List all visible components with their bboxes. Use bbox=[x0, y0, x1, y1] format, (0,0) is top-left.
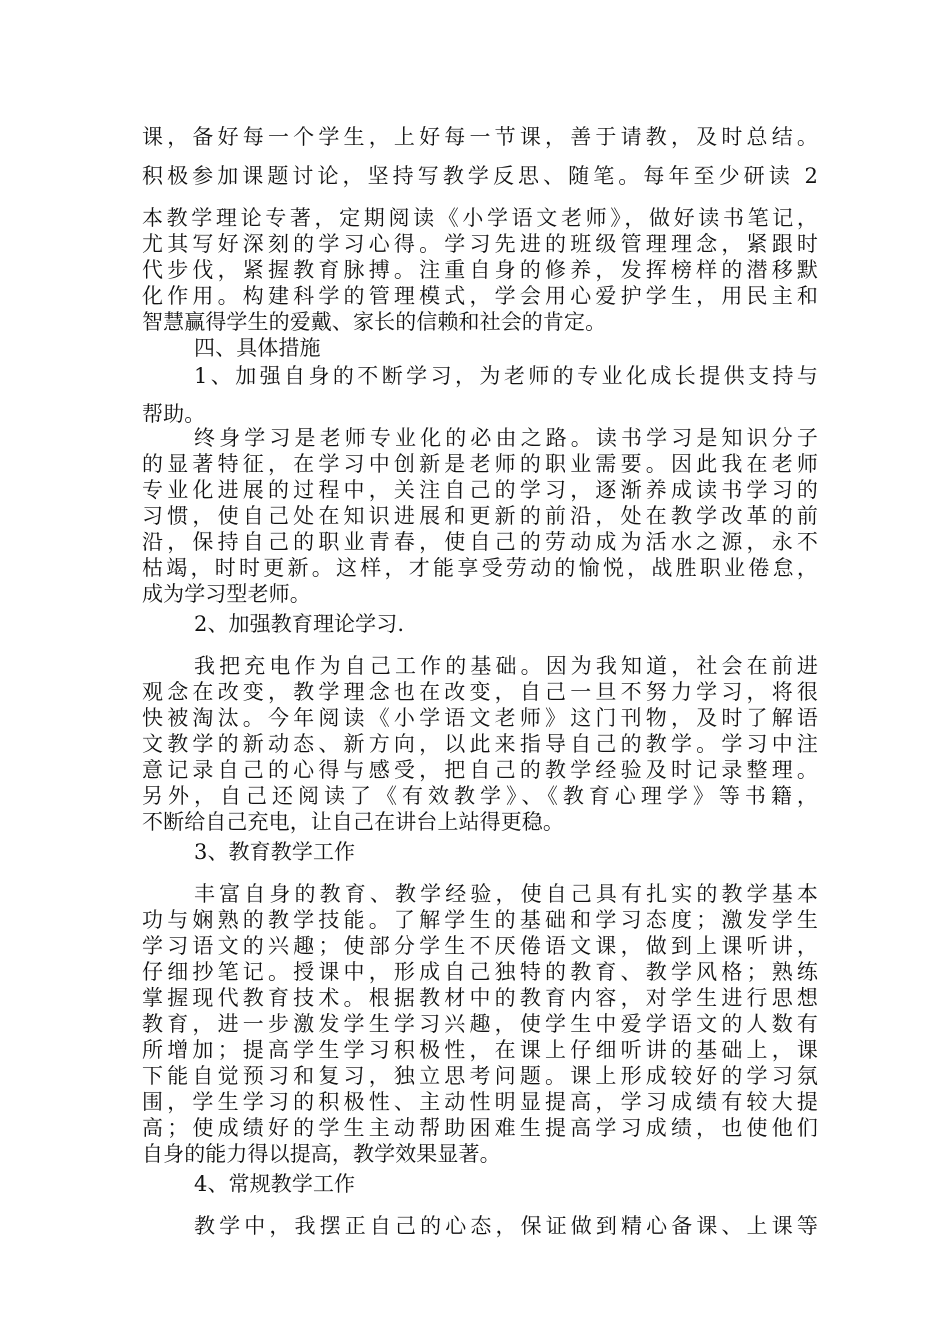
text-line: 所增加；提高学生学习积极性，在课上仔细听讲的基础上，课 bbox=[142, 1038, 818, 1062]
text-line: 习惯，使自己处在知识进展和更新的前沿，处在教学改革的前 bbox=[142, 504, 818, 528]
text-line: 成为学习型老师。 bbox=[142, 582, 311, 606]
text-line: 围，学生学习的积极性、主动性明显提高，学习成绩有较大提 bbox=[142, 1090, 818, 1114]
text-line: 尤其写好深刻的学习心得。学习先进的班级管理理念，紧跟时 bbox=[142, 232, 818, 256]
text-line: 仔细抄笔记。授课中，形成自己独特的教育、教学风格；熟练 bbox=[142, 960, 818, 984]
text-line: 丰富自身的教育、教学经验，使自己具有扎实的教学基本 bbox=[194, 882, 818, 906]
text-line: 学习语文的兴趣；使部分学生不厌倦语文课，做到上课听讲， bbox=[142, 934, 818, 958]
text-line: 专业化进展的过程中，关注自己的学习，逐渐养成读书学习的 bbox=[142, 478, 818, 502]
text-line: 另外，自己还阅读了《有效教学》、《教育心理学》等书籍， bbox=[142, 784, 818, 808]
text-line: 观念在改变，教学理念也在改变，自己一旦不努力学习，将很 bbox=[142, 680, 818, 704]
text-line: 文教学的新动态、新方向，以此来指导自己的教学。学习中注 bbox=[142, 732, 818, 756]
text-line: 教学中，我摆正自己的心态，保证做到精心备课、上课等 bbox=[194, 1214, 818, 1238]
text-line: 智慧赢得学生的爱戴、家长的信赖和社会的肯定。 bbox=[142, 310, 607, 334]
text-line: 教育，进一步激发学生学习兴趣，使学生中爱学语文的人数有 bbox=[142, 1012, 818, 1036]
text-line: 意记录自己的心得与感受，把自己的教学经验及时记录整理。 bbox=[142, 758, 818, 782]
text-line: 功与娴熟的教学技能。了解学生的基础和学习态度；激发学生 bbox=[142, 908, 818, 932]
text-line: 不断给自己充电，让自己在讲台上站得更稳。 bbox=[142, 810, 564, 834]
text-line: 终身学习是老师专业化的必由之路。读书学习是知识分子 bbox=[194, 426, 818, 450]
text-line: 化作用。构建科学的管理模式，学会用心爱护学生，用民主和 bbox=[142, 284, 818, 308]
text-line: 自身的能力得以提高，教学效果显著。 bbox=[142, 1142, 501, 1166]
text-line: 下能自觉预习和复习，独立思考问题。课上形成较好的学习氛 bbox=[142, 1064, 818, 1088]
subsection-heading: 2、加强教育理论学习. bbox=[194, 612, 405, 636]
text-line: 我把充电作为自己工作的基础。因为我知道，社会在前进 bbox=[194, 654, 818, 678]
text-line: 本教学理论专著，定期阅读《小学语文老师》，做好读书笔记， bbox=[142, 206, 818, 230]
text-line: 帮助。 bbox=[142, 402, 206, 426]
text-line: 积极参加课题讨论，坚持写教学反思、随笔。每年至少研读 2 bbox=[142, 164, 818, 188]
subsection-heading: 4、常规教学工作 bbox=[194, 1172, 356, 1196]
text-line: 快被淘汰。今年阅读《小学语文老师》这门刊物，及时了解语 bbox=[142, 706, 818, 730]
section-heading: 四、具体措施 bbox=[194, 336, 321, 360]
text-line: 的显著特征，在学习中创新是老师的职业需要。因此我在老师 bbox=[142, 452, 818, 476]
text-line: 枯竭，时时更新。这样，才能享受劳动的愉悦，战胜职业倦怠， bbox=[142, 556, 818, 580]
text-line: 课，备好每一个学生，上好每一节课，善于请教，及时总结。 bbox=[142, 125, 818, 149]
text-line: 代步伐，紧握教育脉搏。注重自身的修养，发挥榜样的潜移默 bbox=[142, 258, 818, 282]
subsection-heading: 3、教育教学工作 bbox=[194, 840, 356, 864]
text-line: 高；使成绩好的学生主动帮助困难生提高学习成绩，也使他们 bbox=[142, 1116, 818, 1140]
text-line: 掌握现代教育技术。根据教材中的教育内容，对学生进行思想 bbox=[142, 986, 818, 1010]
text-line: 沿，保持自己的职业青春，使自己的劳动成为活水之源，永不 bbox=[142, 530, 818, 554]
subsection-heading: 1、加强自身的不断学习，为老师的专业化成长提供支持与 bbox=[194, 364, 818, 388]
